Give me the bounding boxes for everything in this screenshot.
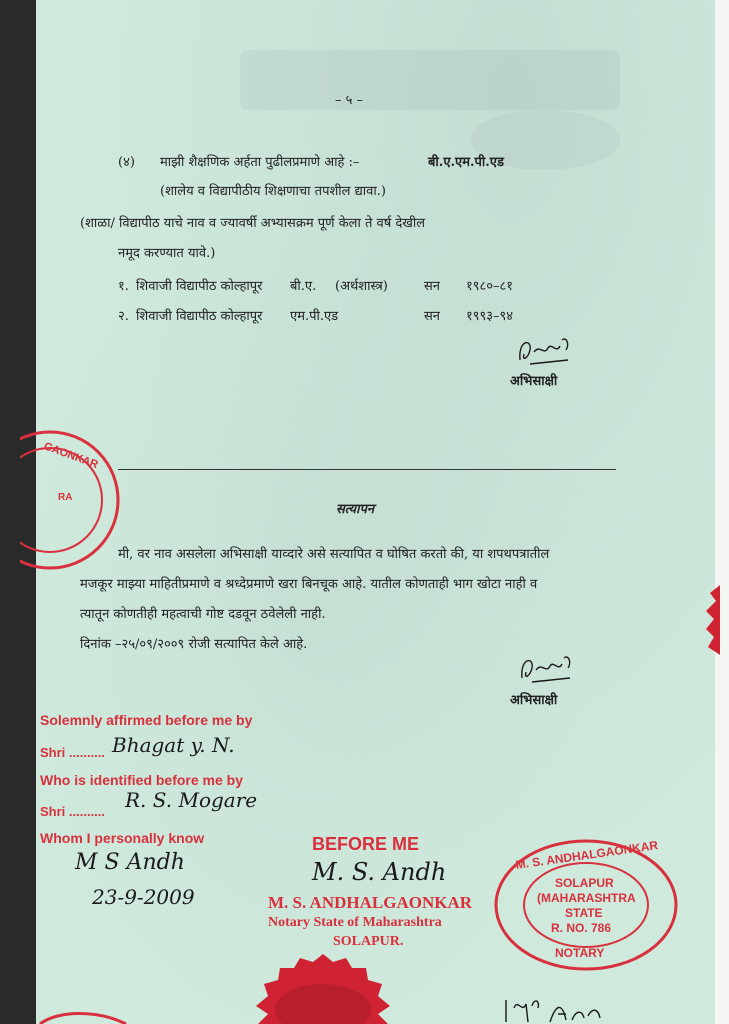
edu-degree: एम.पी.एड xyxy=(290,309,339,324)
stamp-paper-watermark xyxy=(240,50,620,110)
affirm-handwritten-date: 23-9-2009 xyxy=(92,885,195,909)
item-label: माझी शैक्षणिक अर्हता पुढीलप्रमाणे आहे :– xyxy=(160,155,360,170)
affirm-line-2: Who is identified before me by xyxy=(40,772,244,788)
handwriting-fragment-bottom xyxy=(500,994,610,1024)
notary-handwritten-signature: M. S. Andh xyxy=(312,858,447,886)
red-wax-seal-bottom xyxy=(238,950,408,1024)
verification-line-1: मी, वर नाव असलेला अभिसाक्षी याव्दारे असे सत्यापित व घोषित करतो की, या शपथपत्रातील xyxy=(118,547,550,562)
edu-year: १९८०–८१ xyxy=(466,279,514,294)
edu-no: २. xyxy=(118,309,129,324)
notary-title: Notary State of Maharashtra xyxy=(268,915,442,930)
notary-place: SOLAPUR. xyxy=(333,934,404,949)
edu-university: शिवाजी विद्यापीठ कोल्हापूर xyxy=(136,309,263,324)
section-divider xyxy=(118,469,616,470)
verification-line-3: त्यातून कोणतीही महत्वाची गोष्ट दडवून ठवेलेली नाही. xyxy=(80,607,326,622)
svg-text:GAONKAR: GAONKAR xyxy=(42,440,100,472)
partial-red-stamp-bottom-left xyxy=(38,1006,128,1024)
affirm-handwritten-signature: M S Andh xyxy=(75,850,185,875)
affirm-line-3: Whom I personally know xyxy=(40,830,205,846)
verification-heading: सत्यापन xyxy=(336,502,375,517)
page-number: – ५ – xyxy=(335,93,364,108)
round-stamp-line-4: R. NO. 786 xyxy=(551,921,612,935)
round-stamp-outer-bottom: NOTARY xyxy=(555,946,605,960)
deponent-label-1: अभिसाक्षी xyxy=(510,374,558,389)
round-stamp-line-1: SOLAPUR xyxy=(555,876,614,890)
verification-line-2: मजकूर माझ्या माहितीप्रमाणे व श्रध्देप्रमाणे खरा बिनचूक आहे. यातील कोणताही भाग खोटा नाही व xyxy=(80,577,538,592)
round-stamp-line-2: (MAHARASHTRA xyxy=(537,891,636,905)
edu-year: १९९३–९४ xyxy=(466,309,514,324)
edu-university: शिवाजी विद्यापीठ कोल्हापूर xyxy=(136,279,263,294)
item-value: बी.ए.एम.पी.एड xyxy=(428,155,504,170)
deponent-label-2: अभिसाक्षी xyxy=(510,693,558,708)
edu-year-label: सन xyxy=(424,309,441,324)
item-note: (शालेय व विद्यापीठीय शिक्षणाचा तपशील द्यावा.) xyxy=(160,184,386,199)
edu-subject: (अर्थशास्त्र) xyxy=(335,279,388,294)
affirm-handwritten-name-2: R. S. Mogare xyxy=(125,788,258,812)
before-me-heading: BEFORE ME xyxy=(312,834,420,854)
affirm-shri-2: Shri .......... xyxy=(40,804,106,819)
partial-red-stamp-left xyxy=(20,425,130,575)
notary-name: M. S. ANDHALGAONKAR xyxy=(268,893,473,912)
round-stamp-line-3: STATE xyxy=(565,906,603,920)
deponent-signature-1 xyxy=(510,330,580,370)
round-notary-stamp xyxy=(493,838,679,972)
item-number: (४) xyxy=(118,155,135,170)
red-wax-seal-right xyxy=(706,585,720,655)
edu-degree: बी.ए. xyxy=(290,279,317,294)
affirm-shri-1: Shri .......... xyxy=(40,745,106,760)
instruction-line-2: नमूद करण्यात यावे.) xyxy=(118,246,216,261)
instruction-line-1: (शाळा/ विद्यापीठ याचे नाव व ज्यावर्षी अभ्यासक्रम पूर्ण केला ते वर्ष देखील xyxy=(80,216,426,231)
affirm-handwritten-name-1: Bhagat y. N. xyxy=(112,733,235,757)
svg-text:RA: RA xyxy=(58,492,73,503)
edu-no: १. xyxy=(118,279,129,294)
page-edge xyxy=(715,0,729,1024)
edu-year-label: सन xyxy=(424,279,441,294)
round-stamp-outer-top: M. S. ANDHALGAONKAR xyxy=(514,838,659,872)
deponent-signature-2 xyxy=(512,648,582,688)
verification-date: दिनांक –२५/०९/२००९ रोजी सत्यापित केले आहे. xyxy=(80,637,308,652)
affirm-line-1: Solemnly affirmed before me by xyxy=(40,712,253,728)
